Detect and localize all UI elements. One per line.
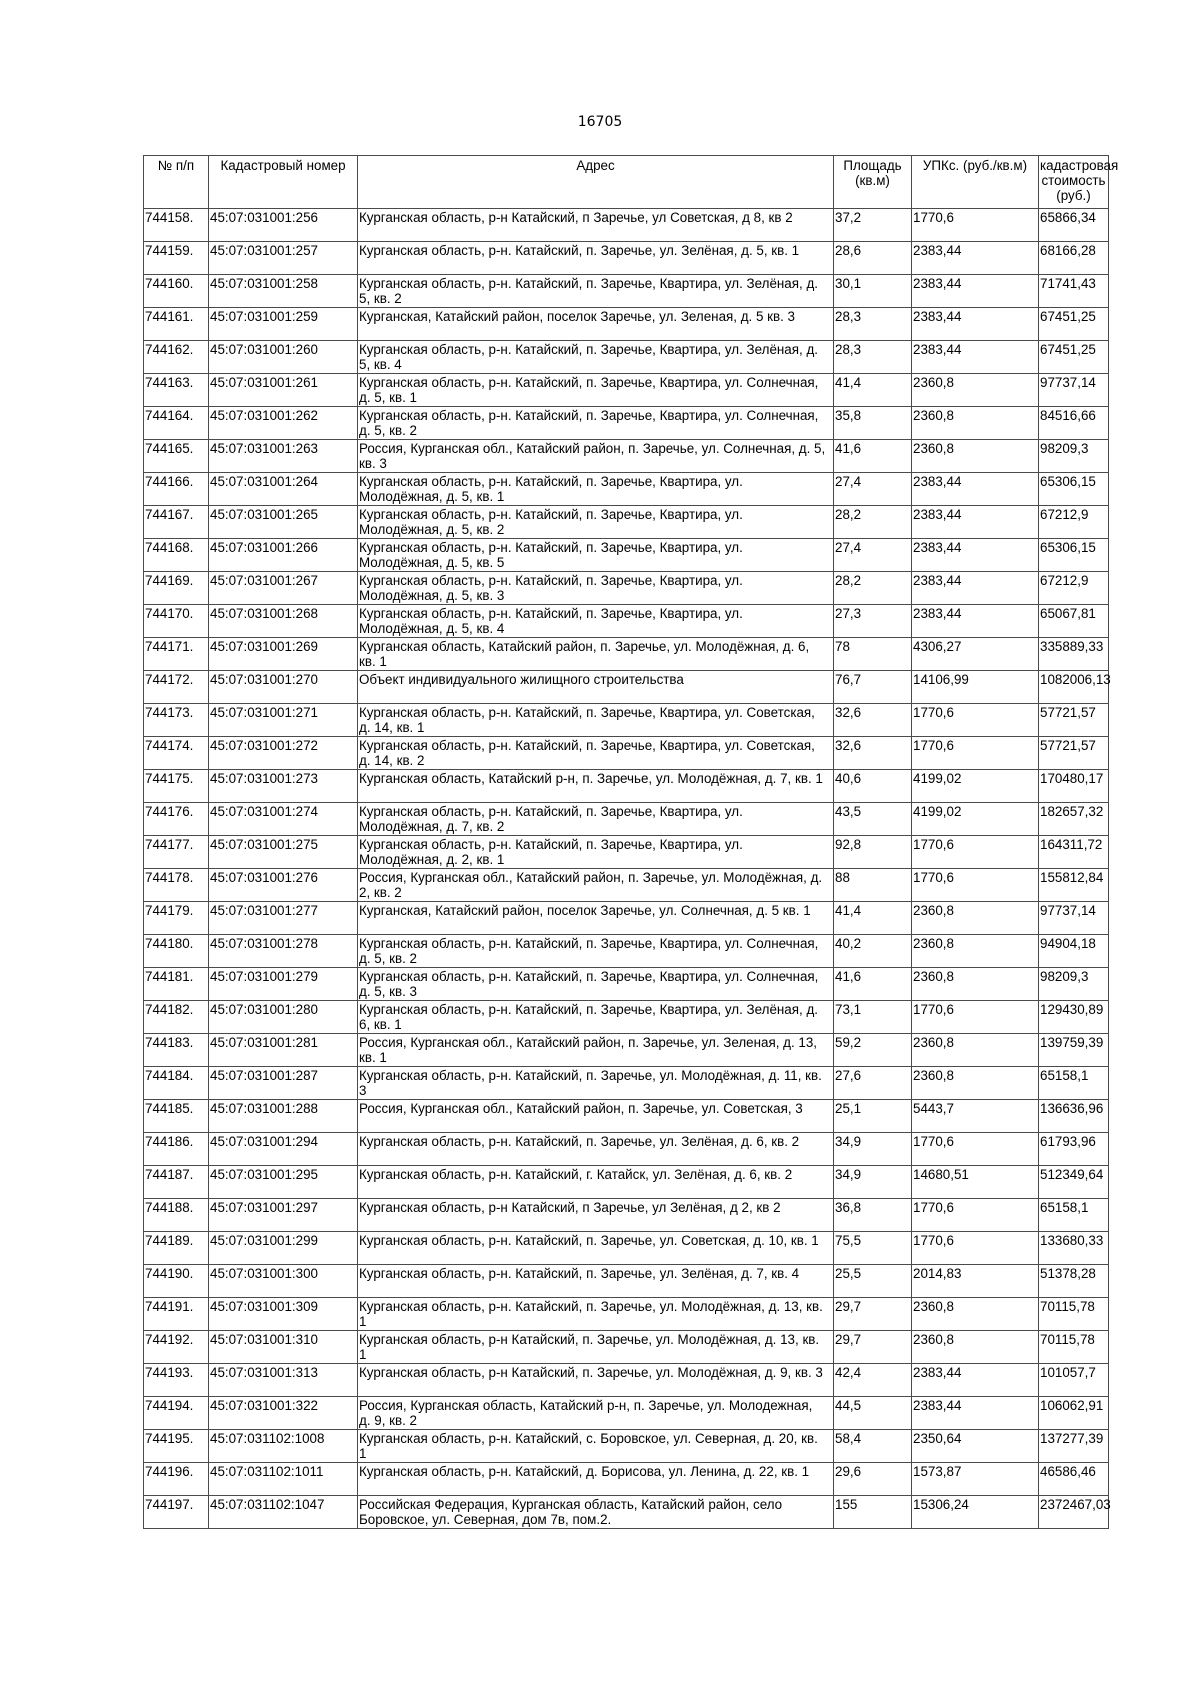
cadastral-number-cell: 45:07:031001:261 [209, 374, 358, 407]
table-row [144, 407, 1109, 440]
area-cell: 34,9 [834, 1166, 912, 1199]
area-cell: 76,7 [834, 671, 912, 704]
unit-value-cell: 2360,8 [912, 935, 1039, 968]
address-cell: Курганская область, р-н. Катайский, п. Заречье, Квартира, ул. Солнечная, д. 5, кв. 3 [358, 968, 834, 1001]
table-row [144, 572, 1109, 605]
row-number-cell: 744171. [144, 638, 209, 671]
address-cell: Курганская область, р-н. Катайский, п. Заречье, Квартира, ул. Солнечная, д. 5, кв. 2 [358, 935, 834, 968]
address-cell: Курганская область, р-н. Катайский, п. Заречье, Квартира, ул. Молодёжная, д. 5, кв. 2 [358, 506, 834, 539]
address-cell: Курганская область, р-н. Катайский, п. Заречье, ул. Советская, д. 10, кв. 1 [358, 1232, 834, 1265]
unit-value-cell: 2383,44 [912, 473, 1039, 506]
row-number-cell: 744160. [144, 275, 209, 308]
table-row [144, 605, 1109, 638]
area-cell: 75,5 [834, 1232, 912, 1265]
area-cell: 29,6 [834, 1463, 912, 1496]
table-row [144, 1166, 1109, 1199]
area-cell: 37,2 [834, 209, 912, 242]
row-number-cell: 744187. [144, 1166, 209, 1199]
unit-value-cell: 2383,44 [912, 341, 1039, 374]
address-cell: Курганская область, р-н. Катайский, п. Заречье, Квартира, ул. Солнечная, д. 5, кв. 1 [358, 374, 834, 407]
address-cell: Курганская область, р-н. Катайский, п. Заречье, Квартира, ул. Молодёжная, д. 5, кв. 3 [358, 572, 834, 605]
area-cell: 32,6 [834, 704, 912, 737]
unit-value-cell: 2383,44 [912, 605, 1039, 638]
address-cell: Курганская область, р-н. Катайский, г. Катайск, ул. Зелёная, д. 6, кв. 2 [358, 1166, 834, 1199]
cadastral-value-cell: 70115,78 [1039, 1298, 1109, 1331]
unit-value-cell: 1770,6 [912, 836, 1039, 869]
cadastral-value-cell: 106062,91 [1039, 1397, 1109, 1430]
area-cell: 34,9 [834, 1133, 912, 1166]
table-row [144, 1199, 1109, 1232]
unit-value-cell: 2383,44 [912, 539, 1039, 572]
cadastral-number-cell: 45:07:031001:262 [209, 407, 358, 440]
table-row [144, 374, 1109, 407]
area-cell: 28,2 [834, 572, 912, 605]
cadastral-number-cell: 45:07:031001:297 [209, 1199, 358, 1232]
address-cell: Объект индивидуального жилищного строительства [358, 671, 834, 704]
row-number-cell: 744193. [144, 1364, 209, 1397]
cadastral-number-cell: 45:07:031001:275 [209, 836, 358, 869]
area-cell: 58,4 [834, 1430, 912, 1463]
table-row [144, 836, 1109, 869]
row-number-cell: 744164. [144, 407, 209, 440]
address-cell: Курганская область, р-н. Катайский, с. Боровское, ул. Северная, д. 20, кв. 1 [358, 1430, 834, 1463]
unit-value-cell: 2360,8 [912, 440, 1039, 473]
table-row [144, 1001, 1109, 1034]
row-number-cell: 744175. [144, 770, 209, 803]
cadastral-value-cell: 139759,39 [1039, 1034, 1109, 1067]
table-row [144, 1232, 1109, 1265]
cadastral-number-cell: 45:07:031001:265 [209, 506, 358, 539]
unit-value-cell: 15306,24 [912, 1496, 1039, 1529]
table-row [144, 440, 1109, 473]
address-cell: Курганская область, р-н. Катайский, п. Заречье, Квартира, ул. Советская, д. 14, кв. 1 [358, 704, 834, 737]
row-number-cell: 744165. [144, 440, 209, 473]
area-cell: 29,7 [834, 1331, 912, 1364]
address-cell: Курганская область, р-н. Катайский, п. Заречье, Квартира, ул. Зелёная, д. 6, кв. 1 [358, 1001, 834, 1034]
area-cell: 92,8 [834, 836, 912, 869]
unit-value-cell: 1770,6 [912, 1232, 1039, 1265]
header-cadastral-value: кадастровая стоимость (руб.) [1039, 156, 1109, 209]
row-number-cell: 744166. [144, 473, 209, 506]
row-number-cell: 744158. [144, 209, 209, 242]
row-number-cell: 744185. [144, 1100, 209, 1133]
cadastral-number-cell: 45:07:031001:268 [209, 605, 358, 638]
area-cell: 28,2 [834, 506, 912, 539]
address-cell: Россия, Курганская обл., Катайский район, п. Заречье, ул. Зеленая, д. 13, кв. 1 [358, 1034, 834, 1067]
cadastral-value-cell: 65067,81 [1039, 605, 1109, 638]
row-number-cell: 744191. [144, 1298, 209, 1331]
table-header-row [144, 156, 1109, 209]
unit-value-cell: 2383,44 [912, 506, 1039, 539]
table-row [144, 242, 1109, 275]
cadastral-number-cell: 45:07:031001:295 [209, 1166, 358, 1199]
area-cell: 27,3 [834, 605, 912, 638]
unit-value-cell: 2383,44 [912, 572, 1039, 605]
area-cell: 44,5 [834, 1397, 912, 1430]
area-cell: 41,4 [834, 374, 912, 407]
unit-value-cell: 2383,44 [912, 1364, 1039, 1397]
unit-value-cell: 2360,8 [912, 407, 1039, 440]
unit-value-cell: 4306,27 [912, 638, 1039, 671]
unit-value-cell: 2014,83 [912, 1265, 1039, 1298]
row-number-cell: 744195. [144, 1430, 209, 1463]
table-row [144, 1265, 1109, 1298]
cadastral-number-cell: 45:07:031102:1047 [209, 1496, 358, 1529]
unit-value-cell: 4199,02 [912, 803, 1039, 836]
cadastral-number-cell: 45:07:031001:264 [209, 473, 358, 506]
cadastral-number-cell: 45:07:031001:278 [209, 935, 358, 968]
address-cell: Российская Федерация, Курганская область, Катайский район, село Боровское, ул. Северная, дом 7в, пом.2. [358, 1496, 834, 1529]
table-row [144, 473, 1109, 506]
row-number-cell: 744180. [144, 935, 209, 968]
address-cell: Россия, Курганская обл., Катайский район, п. Заречье, ул. Молодёжная, д. 2, кв. 2 [358, 869, 834, 902]
cadastral-number-cell: 45:07:031001:280 [209, 1001, 358, 1034]
row-number-cell: 744177. [144, 836, 209, 869]
address-cell: Курганская область, р-н. Катайский, п. Заречье, ул. Зелёная, д. 6, кв. 2 [358, 1133, 834, 1166]
row-number-cell: 744184. [144, 1067, 209, 1100]
cadastral-number-cell: 45:07:031001:287 [209, 1067, 358, 1100]
header-row-number: № п/п [144, 156, 209, 209]
address-cell: Курганская область, р-н. Катайский, п. Заречье, Квартира, ул. Молодёжная, д. 5, кв. 4 [358, 605, 834, 638]
table-row [144, 1331, 1109, 1364]
cadastral-number-cell: 45:07:031001:288 [209, 1100, 358, 1133]
area-cell: 43,5 [834, 803, 912, 836]
cadastral-value-cell: 71741,43 [1039, 275, 1109, 308]
row-number-cell: 744179. [144, 902, 209, 935]
area-cell: 27,6 [834, 1067, 912, 1100]
cadastral-value-cell: 65306,15 [1039, 539, 1109, 572]
cadastral-value-cell: 164311,72 [1039, 836, 1109, 869]
cadastral-value-cell: 67212,9 [1039, 572, 1109, 605]
header-cadastral-number: Кадастровый номер [209, 156, 358, 209]
cadastral-value-cell: 57721,57 [1039, 737, 1109, 770]
cadastral-number-cell: 45:07:031001:279 [209, 968, 358, 1001]
cadastral-number-cell: 45:07:031102:1008 [209, 1430, 358, 1463]
cadastral-value-cell: 512349,64 [1039, 1166, 1109, 1199]
cadastral-value-cell: 51378,28 [1039, 1265, 1109, 1298]
area-cell: 40,6 [834, 770, 912, 803]
table-row [144, 1067, 1109, 1100]
cadastral-number-cell: 45:07:031001:272 [209, 737, 358, 770]
cadastral-number-cell: 45:07:031001:294 [209, 1133, 358, 1166]
row-number-cell: 744159. [144, 242, 209, 275]
cadastral-number-cell: 45:07:031001:269 [209, 638, 358, 671]
cadastral-value-cell: 133680,33 [1039, 1232, 1109, 1265]
row-number-cell: 744174. [144, 737, 209, 770]
cadastral-value-cell: 170480,17 [1039, 770, 1109, 803]
cadastral-number-cell: 45:07:031001:273 [209, 770, 358, 803]
table-row [144, 737, 1109, 770]
unit-value-cell: 2383,44 [912, 242, 1039, 275]
table-row [144, 1496, 1109, 1529]
row-number-cell: 744197. [144, 1496, 209, 1529]
cadastral-value-cell: 101057,7 [1039, 1364, 1109, 1397]
row-number-cell: 744189. [144, 1232, 209, 1265]
table-row [144, 1298, 1109, 1331]
area-cell: 42,4 [834, 1364, 912, 1397]
cadastral-value-cell: 98209,3 [1039, 968, 1109, 1001]
cadastral-number-cell: 45:07:031001:266 [209, 539, 358, 572]
row-number-cell: 744182. [144, 1001, 209, 1034]
unit-value-cell: 14680,51 [912, 1166, 1039, 1199]
area-cell: 35,8 [834, 407, 912, 440]
unit-value-cell: 1770,6 [912, 1133, 1039, 1166]
table-row [144, 704, 1109, 737]
address-cell: Курганская область, Катайский район, п. Заречье, ул. Молодёжная, д. 6, кв. 1 [358, 638, 834, 671]
address-cell: Россия, Курганская область, Катайский р-н, п. Заречье, ул. Молодежная, д. 9, кв. 2 [358, 1397, 834, 1430]
unit-value-cell: 2360,8 [912, 374, 1039, 407]
cadastral-number-cell: 45:07:031001:258 [209, 275, 358, 308]
cadastral-value-cell: 65866,34 [1039, 209, 1109, 242]
cadastral-number-cell: 45:07:031001:271 [209, 704, 358, 737]
area-cell: 41,6 [834, 440, 912, 473]
row-number-cell: 744172. [144, 671, 209, 704]
cadastral-value-cell: 65158,1 [1039, 1199, 1109, 1232]
cadastral-value-cell: 57721,57 [1039, 704, 1109, 737]
table-row [144, 902, 1109, 935]
row-number-cell: 744163. [144, 374, 209, 407]
cadastral-value-cell: 65306,15 [1039, 473, 1109, 506]
row-number-cell: 744173. [144, 704, 209, 737]
table-row [144, 935, 1109, 968]
table-row [144, 1397, 1109, 1430]
area-cell: 41,6 [834, 968, 912, 1001]
cadastral-number-cell: 45:07:031001:300 [209, 1265, 358, 1298]
cadastral-number-cell: 45:07:031001:276 [209, 869, 358, 902]
address-cell: Курганская область, р-н. Катайский, п. Заречье, Квартира, ул. Молодёжная, д. 2, кв. 1 [358, 836, 834, 869]
address-cell: Россия, Курганская обл., Катайский район, п. Заречье, ул. Советская, 3 [358, 1100, 834, 1133]
address-cell: Курганская область, р-н. Катайский, п. Заречье, Квартира, ул. Молодёжная, д. 5, кв. 1 [358, 473, 834, 506]
row-number-cell: 744190. [144, 1265, 209, 1298]
row-number-cell: 744188. [144, 1199, 209, 1232]
address-cell: Курганская область, р-н. Катайский, п. Заречье, Квартира, ул. Солнечная, д. 5, кв. 2 [358, 407, 834, 440]
row-number-cell: 744162. [144, 341, 209, 374]
cadastral-number-cell: 45:07:031001:267 [209, 572, 358, 605]
unit-value-cell: 2350,64 [912, 1430, 1039, 1463]
unit-value-cell: 2383,44 [912, 1397, 1039, 1430]
cadastral-value-cell: 335889,33 [1039, 638, 1109, 671]
area-cell: 25,1 [834, 1100, 912, 1133]
cadastral-value-cell: 70115,78 [1039, 1331, 1109, 1364]
header-area: Площадь (кв.м) [834, 156, 912, 209]
row-number-cell: 744192. [144, 1331, 209, 1364]
cadastral-value-cell: 84516,66 [1039, 407, 1109, 440]
unit-value-cell: 2360,8 [912, 902, 1039, 935]
address-cell: Курганская область, р-н Катайский, п. Заречье, ул. Молодёжная, д. 9, кв. 3 [358, 1364, 834, 1397]
unit-value-cell: 2360,8 [912, 1067, 1039, 1100]
table-row [144, 770, 1109, 803]
cadastral-value-cell: 68166,28 [1039, 242, 1109, 275]
unit-value-cell: 14106,99 [912, 671, 1039, 704]
cadastral-number-cell: 45:07:031001:256 [209, 209, 358, 242]
table-row [144, 638, 1109, 671]
unit-value-cell: 4199,02 [912, 770, 1039, 803]
address-cell: Курганская область, р-н. Катайский, п. Заречье, Квартира, ул. Молодёжная, д. 7, кв. 2 [358, 803, 834, 836]
row-number-cell: 744178. [144, 869, 209, 902]
table-row [144, 1463, 1109, 1496]
area-cell: 28,3 [834, 308, 912, 341]
table-row [144, 1034, 1109, 1067]
cadastral-value-cell: 61793,96 [1039, 1133, 1109, 1166]
address-cell: Курганская область, Катайский р-н, п. Заречье, ул. Молодёжная, д. 7, кв. 1 [358, 770, 834, 803]
table-row [144, 275, 1109, 308]
unit-value-cell: 1770,6 [912, 209, 1039, 242]
table-row [144, 671, 1109, 704]
cadastral-value-cell: 67451,25 [1039, 341, 1109, 374]
cadastral-value-cell: 46586,46 [1039, 1463, 1109, 1496]
row-number-cell: 744176. [144, 803, 209, 836]
unit-value-cell: 1770,6 [912, 704, 1039, 737]
unit-value-cell: 2383,44 [912, 308, 1039, 341]
area-cell: 27,4 [834, 539, 912, 572]
cadastral-number-cell: 45:07:031001:270 [209, 671, 358, 704]
area-cell: 88 [834, 869, 912, 902]
address-cell: Курганская область, р-н. Катайский, п. Заречье, ул. Молодёжная, д. 11, кв. 3 [358, 1067, 834, 1100]
row-number-cell: 744170. [144, 605, 209, 638]
row-number-cell: 744168. [144, 539, 209, 572]
area-cell: 78 [834, 638, 912, 671]
address-cell: Курганская область, р-н Катайский, п Заречье, ул Зелёная, д 2, кв 2 [358, 1199, 834, 1232]
address-cell: Курганская область, р-н. Катайский, п. Заречье, Квартира, ул. Советская, д. 14, кв. 2 [358, 737, 834, 770]
cadastral-number-cell: 45:07:031001:322 [209, 1397, 358, 1430]
cadastral-number-cell: 45:07:031001:259 [209, 308, 358, 341]
cadastral-number-cell: 45:07:031102:1011 [209, 1463, 358, 1496]
table-row [144, 506, 1109, 539]
header-address: Адрес [358, 156, 834, 209]
row-number-cell: 744194. [144, 1397, 209, 1430]
unit-value-cell: 1770,6 [912, 869, 1039, 902]
table-row [144, 341, 1109, 374]
table-body [144, 209, 1109, 1529]
cadastral-value-cell: 65158,1 [1039, 1067, 1109, 1100]
address-cell: Курганская область, р-н. Катайский, п. Заречье, ул. Молодёжная, д. 13, кв. 1 [358, 1298, 834, 1331]
area-cell: 155 [834, 1496, 912, 1529]
cadastral-number-cell: 45:07:031001:277 [209, 902, 358, 935]
row-number-cell: 744196. [144, 1463, 209, 1496]
cadastral-number-cell: 45:07:031001:281 [209, 1034, 358, 1067]
area-cell: 40,2 [834, 935, 912, 968]
unit-value-cell: 1770,6 [912, 1199, 1039, 1232]
table-row [144, 968, 1109, 1001]
area-cell: 41,4 [834, 902, 912, 935]
address-cell: Курганская область, р-н. Катайский, п. Заречье, ул. Зелёная, д. 5, кв. 1 [358, 242, 834, 275]
address-cell: Курганская область, р-н Катайский, п Заречье, ул Советская, д 8, кв 2 [358, 209, 834, 242]
cadastral-number-cell: 45:07:031001:274 [209, 803, 358, 836]
cadastral-number-cell: 45:07:031001:260 [209, 341, 358, 374]
cadastral-number-cell: 45:07:031001:299 [209, 1232, 358, 1265]
address-cell: Курганская область, р-н. Катайский, п. Заречье, ул. Зелёная, д. 7, кв. 4 [358, 1265, 834, 1298]
header-unit-value: УПКс. (руб./кв.м) [912, 156, 1039, 209]
row-number-cell: 744167. [144, 506, 209, 539]
cadastral-value-table [143, 155, 1119, 1529]
address-cell: Курганская, Катайский район, поселок Заречье, ул. Зеленая, д. 5 кв. 3 [358, 308, 834, 341]
cadastral-value-cell: 155812,84 [1039, 869, 1109, 902]
address-cell: Курганская область, р-н. Катайский, п. Заречье, Квартира, ул. Зелёная, д. 5, кв. 4 [358, 341, 834, 374]
row-number-cell: 744181. [144, 968, 209, 1001]
address-cell: Россия, Курганская обл., Катайский район, п. Заречье, ул. Солнечная, д. 5, кв. 3 [358, 440, 834, 473]
table-row [144, 869, 1109, 902]
unit-value-cell: 1770,6 [912, 1001, 1039, 1034]
cadastral-value-cell: 67451,25 [1039, 308, 1109, 341]
unit-value-cell: 5443,7 [912, 1100, 1039, 1133]
cadastral-value-cell: 67212,9 [1039, 506, 1109, 539]
area-cell: 59,2 [834, 1034, 912, 1067]
table-row [144, 1100, 1109, 1133]
cadastral-value-cell: 2372467,03 [1039, 1496, 1109, 1529]
cadastral-number-cell: 45:07:031001:313 [209, 1364, 358, 1397]
unit-value-cell: 2360,8 [912, 1034, 1039, 1067]
table-row [144, 308, 1109, 341]
address-cell: Курганская область, р-н. Катайский, д. Борисова, ул. Ленина, д. 22, кв. 1 [358, 1463, 834, 1496]
cadastral-value-cell: 94904,18 [1039, 935, 1109, 968]
cadastral-value-cell: 137277,39 [1039, 1430, 1109, 1463]
area-cell: 30,1 [834, 275, 912, 308]
cadastral-number-cell: 45:07:031001:263 [209, 440, 358, 473]
area-cell: 29,7 [834, 1298, 912, 1331]
area-cell: 36,8 [834, 1199, 912, 1232]
row-number-cell: 744169. [144, 572, 209, 605]
table-row [144, 1133, 1109, 1166]
area-cell: 25,5 [834, 1265, 912, 1298]
unit-value-cell: 2360,8 [912, 1298, 1039, 1331]
table-row [144, 539, 1109, 572]
unit-value-cell: 1573,87 [912, 1463, 1039, 1496]
cadastral-number-cell: 45:07:031001:310 [209, 1331, 358, 1364]
address-cell: Курганская область, р-н Катайский, п. Заречье, ул. Молодёжная, д. 13, кв. 1 [358, 1331, 834, 1364]
area-cell: 28,3 [834, 341, 912, 374]
area-cell: 32,6 [834, 737, 912, 770]
unit-value-cell: 2360,8 [912, 968, 1039, 1001]
table-row [144, 1430, 1109, 1463]
cadastral-value-cell: 1082006,13 [1039, 671, 1109, 704]
address-cell: Курганская, Катайский район, поселок Заречье, ул. Солнечная, д. 5 кв. 1 [358, 902, 834, 935]
cadastral-number-cell: 45:07:031001:309 [209, 1298, 358, 1331]
cadastral-value-cell: 98209,3 [1039, 440, 1109, 473]
unit-value-cell: 2360,8 [912, 1331, 1039, 1364]
area-cell: 28,6 [834, 242, 912, 275]
table-row [144, 1364, 1109, 1397]
page-number: 16705 [577, 114, 623, 130]
cadastral-value-cell: 182657,32 [1039, 803, 1109, 836]
table-row [144, 209, 1109, 242]
row-number-cell: 744161. [144, 308, 209, 341]
cadastral-value-cell: 136636,96 [1039, 1100, 1109, 1133]
area-cell: 73,1 [834, 1001, 912, 1034]
cadastral-value-cell: 97737,14 [1039, 374, 1109, 407]
table-row [144, 803, 1109, 836]
area-cell: 27,4 [834, 473, 912, 506]
row-number-cell: 744183. [144, 1034, 209, 1067]
cadastral-value-cell: 97737,14 [1039, 902, 1109, 935]
cadastral-number-cell: 45:07:031001:257 [209, 242, 358, 275]
row-number-cell: 744186. [144, 1133, 209, 1166]
address-cell: Курганская область, р-н. Катайский, п. Заречье, Квартира, ул. Молодёжная, д. 5, кв. 5 [358, 539, 834, 572]
address-cell: Курганская область, р-н. Катайский, п. Заречье, Квартира, ул. Зелёная, д. 5, кв. 2 [358, 275, 834, 308]
unit-value-cell: 2383,44 [912, 275, 1039, 308]
cadastral-value-cell: 129430,89 [1039, 1001, 1109, 1034]
unit-value-cell: 1770,6 [912, 737, 1039, 770]
